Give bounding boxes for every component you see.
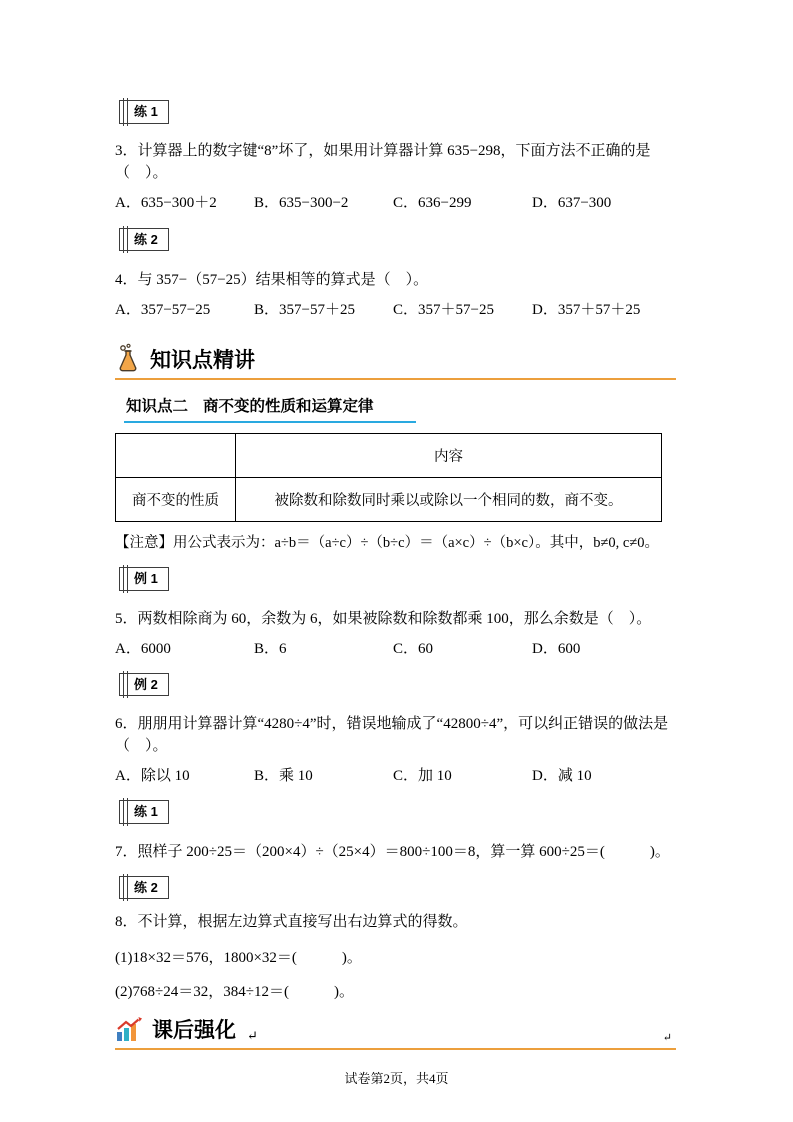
section-header-homework xyxy=(115,1017,676,1050)
question-4: 4．与 357−（57−25）结果相等的算式是（ ）。 xyxy=(115,272,429,289)
option-c: C．636−299 xyxy=(393,194,472,211)
question-5-options xyxy=(115,638,676,660)
option-c: C．加 10 xyxy=(393,768,452,785)
table-header-empty-cell xyxy=(116,434,236,478)
practice-1-badge: 练 1 xyxy=(119,100,169,124)
question-6: 6．朋朋用计算器计算“4280÷4”时，错误地输成了“42800÷4”，可以纠正错误的做法是（ ）。 xyxy=(115,716,669,755)
page-content xyxy=(115,0,676,1050)
option-b: B．357−57＋25 xyxy=(254,302,355,319)
table-row-label-cell: 商不变的性质 xyxy=(116,478,236,522)
question-3: 3．计算器上的数字键“8”坏了，如果用计算器计算 635−298，下面方法不正确的是（ ）。 xyxy=(115,142,651,181)
chart-icon xyxy=(115,1017,143,1043)
option-a: A．除以 10 xyxy=(115,768,190,785)
section-header-knowledge xyxy=(115,343,676,380)
table-header-row xyxy=(116,434,662,478)
practice-1-badge: 练 1 xyxy=(119,800,169,824)
table-header-content-cell: 内容 xyxy=(236,434,662,478)
option-b: B．乘 10 xyxy=(254,768,313,785)
question-8: 8．不计算，根据左边算式直接写出右边算式的得数。 xyxy=(115,914,468,931)
option-d: D．600 xyxy=(532,640,581,657)
example-2-badge: 例 2 xyxy=(119,673,169,697)
question-3-options xyxy=(115,192,676,214)
question-8-sub-2: (2)768÷24＝32，384÷12＝( )。 xyxy=(115,984,354,1001)
option-a: A．6000 xyxy=(115,640,171,657)
question-5: 5．两数相除商为 60，余数为 6，如果被除数和除数都乘 100，那么余数是（ ）。 xyxy=(115,610,652,627)
example-1-badge: 例 1 xyxy=(119,567,169,591)
option-a: A．357−57−25 xyxy=(115,302,211,319)
table-note: 【注意】用公式表示为：a÷b＝（a÷c）÷（b÷c）＝（a×c）÷（b×c）。其中，b≠0, c≠0。 xyxy=(115,535,660,552)
table-row-content-cell: 被除数和除数同时乘以或除以一个相同的数，商不变。 xyxy=(236,478,662,522)
option-b: B．635−300−2 xyxy=(254,194,349,211)
question-7: 7．照样子 200÷25＝（200×4）÷（25×4）＝800÷100＝8，算一算 600÷25＝( )。 xyxy=(115,843,670,860)
table-row xyxy=(116,478,662,522)
topic-title: 商不变的性质和运算定律 xyxy=(203,398,374,416)
section-title: 课后强化 xyxy=(152,1019,236,1043)
option-d: D．637−300 xyxy=(532,194,612,211)
option-a: A．635−300＋2 xyxy=(115,194,217,211)
option-d: D．减 10 xyxy=(532,768,592,785)
option-c: C．60 xyxy=(393,640,434,657)
knowledge-table xyxy=(115,433,662,522)
question-8-sub-1: (1)18×32＝576，1800×32＝( )。 xyxy=(115,950,362,967)
page-footer: 试卷第2页，共4页 xyxy=(344,1071,449,1086)
option-c: C．357＋57−25 xyxy=(393,302,494,319)
topic-heading xyxy=(124,394,416,423)
stray-return-mark: ↵ xyxy=(662,1032,672,1045)
topic-label: 知识点二 xyxy=(126,398,189,416)
practice-2-badge: 练 2 xyxy=(119,228,169,252)
return-mark: ↵ xyxy=(247,1027,258,1043)
flask-icon xyxy=(115,343,141,373)
question-4-options xyxy=(115,299,676,321)
question-6-options xyxy=(115,765,676,787)
option-d: D．357＋57＋25 xyxy=(532,302,641,319)
practice-2-badge: 练 2 xyxy=(119,876,169,900)
section-title: 知识点精讲 xyxy=(150,348,255,372)
option-b: B．6 xyxy=(254,640,287,657)
